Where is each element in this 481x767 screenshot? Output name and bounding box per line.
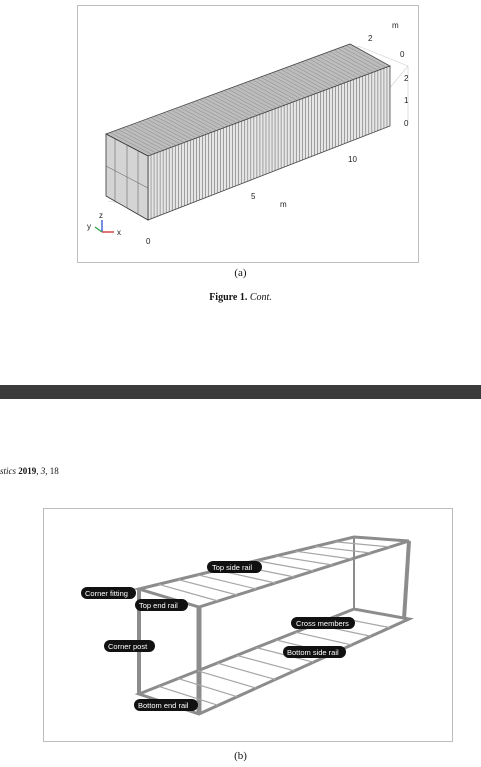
label-corner-post — [104, 640, 155, 652]
figure-a-panel — [77, 5, 419, 263]
figure-caption-prefix: Figure 1. — [209, 292, 248, 303]
axis-z-label: z — [99, 211, 103, 220]
label-bottom-side-rail — [283, 646, 346, 658]
tick-label: 0 — [400, 50, 405, 59]
label-cross-members — [291, 617, 355, 629]
tick-label: 2 — [368, 34, 373, 43]
axis-triad-icon — [87, 211, 121, 237]
axis-y-label: y — [87, 222, 91, 231]
figure-b-label: (b) — [234, 750, 247, 762]
tick-label: 2 — [404, 74, 409, 83]
figure-b-panel — [43, 508, 453, 742]
label-corner-fitting — [81, 587, 136, 599]
svg-text:Bottom side rail: Bottom side rail — [287, 648, 339, 657]
tick-label: 0 — [146, 237, 151, 246]
figure-a-label: (a) — [234, 267, 247, 279]
journal-name: stics — [0, 466, 17, 476]
journal-volume: 3 — [40, 466, 46, 476]
tick-label: 10 — [348, 155, 357, 164]
tick-label: 5 — [251, 192, 256, 201]
axis-unit-side: m — [280, 200, 287, 209]
page-break-bar — [0, 385, 481, 399]
figure-caption-text: Cont. — [249, 292, 272, 303]
label-top-side-rail — [207, 561, 262, 573]
svg-text:Corner fitting: Corner fitting — [85, 589, 128, 598]
axis-x-label: x — [117, 228, 121, 237]
svg-text:Top side rail: Top side rail — [212, 563, 253, 572]
frame-diagram — [44, 509, 452, 741]
figure-caption — [0, 292, 481, 303]
running-header: stics 2019, 3, 18 — [0, 466, 59, 476]
tick-label: 0 — [404, 119, 409, 128]
svg-text:Corner post: Corner post — [108, 642, 148, 651]
axis-unit-top: m — [392, 21, 399, 30]
article-number: 18 — [49, 466, 59, 476]
tick-label: 1 — [404, 96, 409, 105]
label-top-end-rail — [135, 599, 188, 611]
container-3d-plot — [78, 6, 418, 262]
svg-text:Top end rail: Top end rail — [139, 601, 178, 610]
label-bottom-end-rail — [134, 699, 198, 711]
svg-text:Bottom end rail: Bottom end rail — [138, 701, 189, 710]
svg-text:Cross members: Cross members — [296, 619, 349, 628]
journal-year: 2019 — [18, 466, 37, 476]
